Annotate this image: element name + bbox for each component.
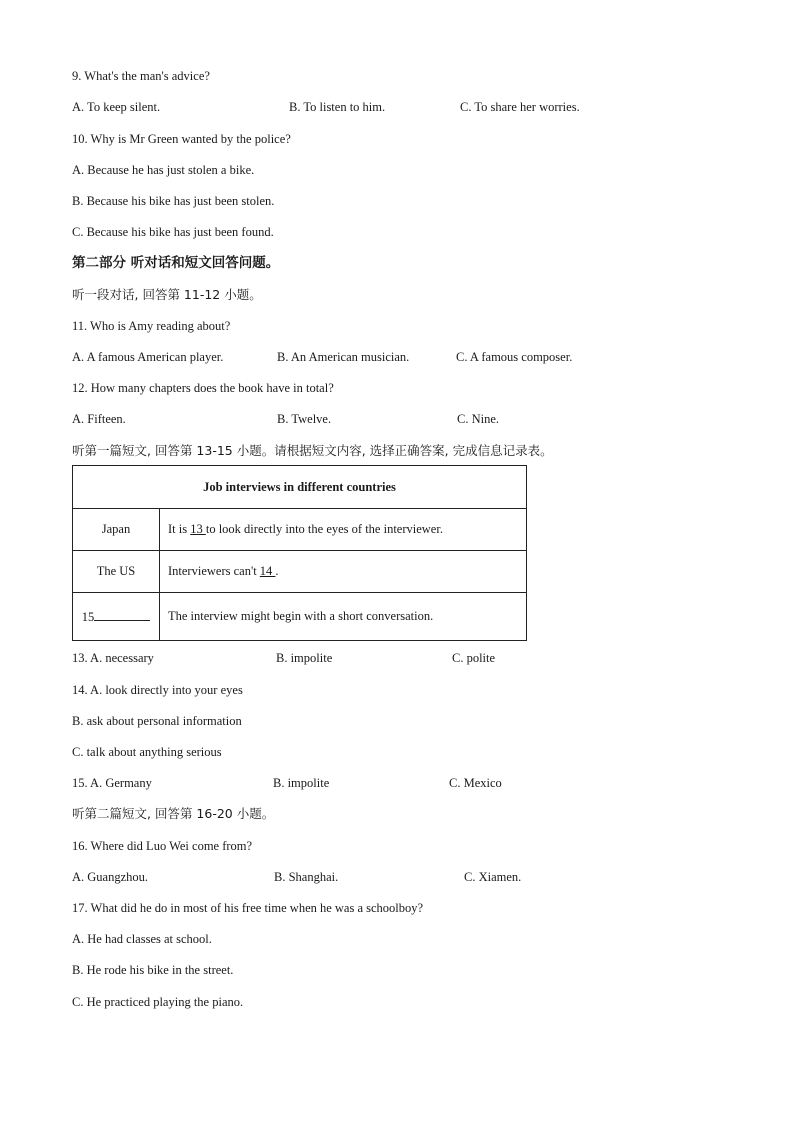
q12-option-c: C. Nine.	[457, 412, 500, 426]
q14-option-a: 14. A. look directly into your eyes	[72, 683, 243, 697]
q9-option-b: B. To listen to him.	[289, 100, 386, 114]
table-content-cell: The interview might begin with a short conversation.	[160, 593, 527, 641]
q9-option-a: A. To keep silent.	[72, 100, 161, 114]
info-record-table	[72, 465, 527, 641]
cell-text: Interviewers can't	[168, 564, 260, 578]
q15-option-c: C. Mexico	[449, 776, 502, 790]
table-country-cell: The US	[73, 551, 160, 593]
cell-text: It is	[168, 522, 191, 536]
question-17: 17. What did he do in most of his free time when he was a schoolboy?	[72, 901, 424, 915]
q10-option-b: B. Because his bike has just been stolen.	[72, 194, 275, 208]
question-9: 9. What's the man's advice?	[72, 69, 210, 83]
table-country-cell	[73, 593, 160, 641]
passage1-instruction: 听第一篇短文, 回答第 13-15 小题。请根据短文内容, 选择正确答案, 完成信息记录表。	[72, 443, 553, 458]
table-content-cell	[160, 509, 527, 551]
q15-option-a: 15. A. Germany	[72, 776, 152, 790]
q13-option-b: B. impolite	[276, 651, 333, 665]
table-row	[73, 509, 527, 551]
question-10: 10. Why is Mr Green wanted by the police?	[72, 132, 291, 146]
q12-option-a: A. Fifteen.	[72, 412, 126, 426]
q15-option-b: B. impolite	[273, 776, 330, 790]
blank-14: 14	[259, 564, 276, 578]
blank-13: 13	[190, 522, 206, 536]
table-country-cell: Japan	[73, 509, 160, 551]
q11-option-a: A. A famous American player.	[72, 350, 224, 364]
dialog-instruction: 听一段对话, 回答第 11-12 小题。	[72, 287, 262, 302]
q13-option-c: C. polite	[452, 651, 496, 665]
question-11: 11. Who is Amy reading about?	[72, 319, 231, 333]
q11-option-c: C. A famous composer.	[456, 350, 573, 364]
blank-15-number: 15	[81, 610, 95, 624]
passage2-instruction: 听第二篇短文, 回答第 16-20 小题。	[72, 806, 275, 821]
q16-option-b: B. Shanghai.	[274, 870, 339, 884]
q13-option-a: 13. A. necessary	[72, 651, 154, 665]
cell-text: .	[275, 564, 279, 578]
q17-option-b: B. He rode his bike in the street.	[72, 963, 234, 977]
q14-option-c: C. talk about anything serious	[72, 745, 222, 759]
question-16: 16. Where did Luo Wei come from?	[72, 839, 253, 853]
part2-heading: 第二部分 听对话和短文回答问题。	[72, 255, 280, 271]
q17-option-c: C. He practiced playing the piano.	[72, 995, 244, 1009]
question-12: 12. How many chapters does the book have in total?	[72, 381, 334, 395]
q10-option-c: C. Because his bike has just been found.	[72, 225, 274, 239]
table-row	[73, 551, 527, 593]
q17-option-a: A. He had classes at school.	[72, 932, 212, 946]
q12-option-b: B. Twelve.	[277, 412, 332, 426]
q14-option-b: B. ask about personal information	[72, 714, 242, 728]
cell-text: to look directly into the eyes of the interviewer.	[205, 522, 443, 536]
q10-option-a: A. Because he has just stolen a bike.	[72, 163, 255, 177]
blank-15-line	[94, 608, 150, 621]
q16-option-c: C. Xiamen.	[464, 870, 522, 884]
table-row	[73, 593, 527, 641]
q16-option-a: A. Guangzhou.	[72, 870, 149, 884]
q9-option-c: C. To share her worries.	[460, 100, 580, 114]
table-content-cell	[160, 551, 527, 593]
q11-option-b: B. An American musician.	[277, 350, 410, 364]
table-title: Job interviews in different countries	[73, 466, 527, 509]
